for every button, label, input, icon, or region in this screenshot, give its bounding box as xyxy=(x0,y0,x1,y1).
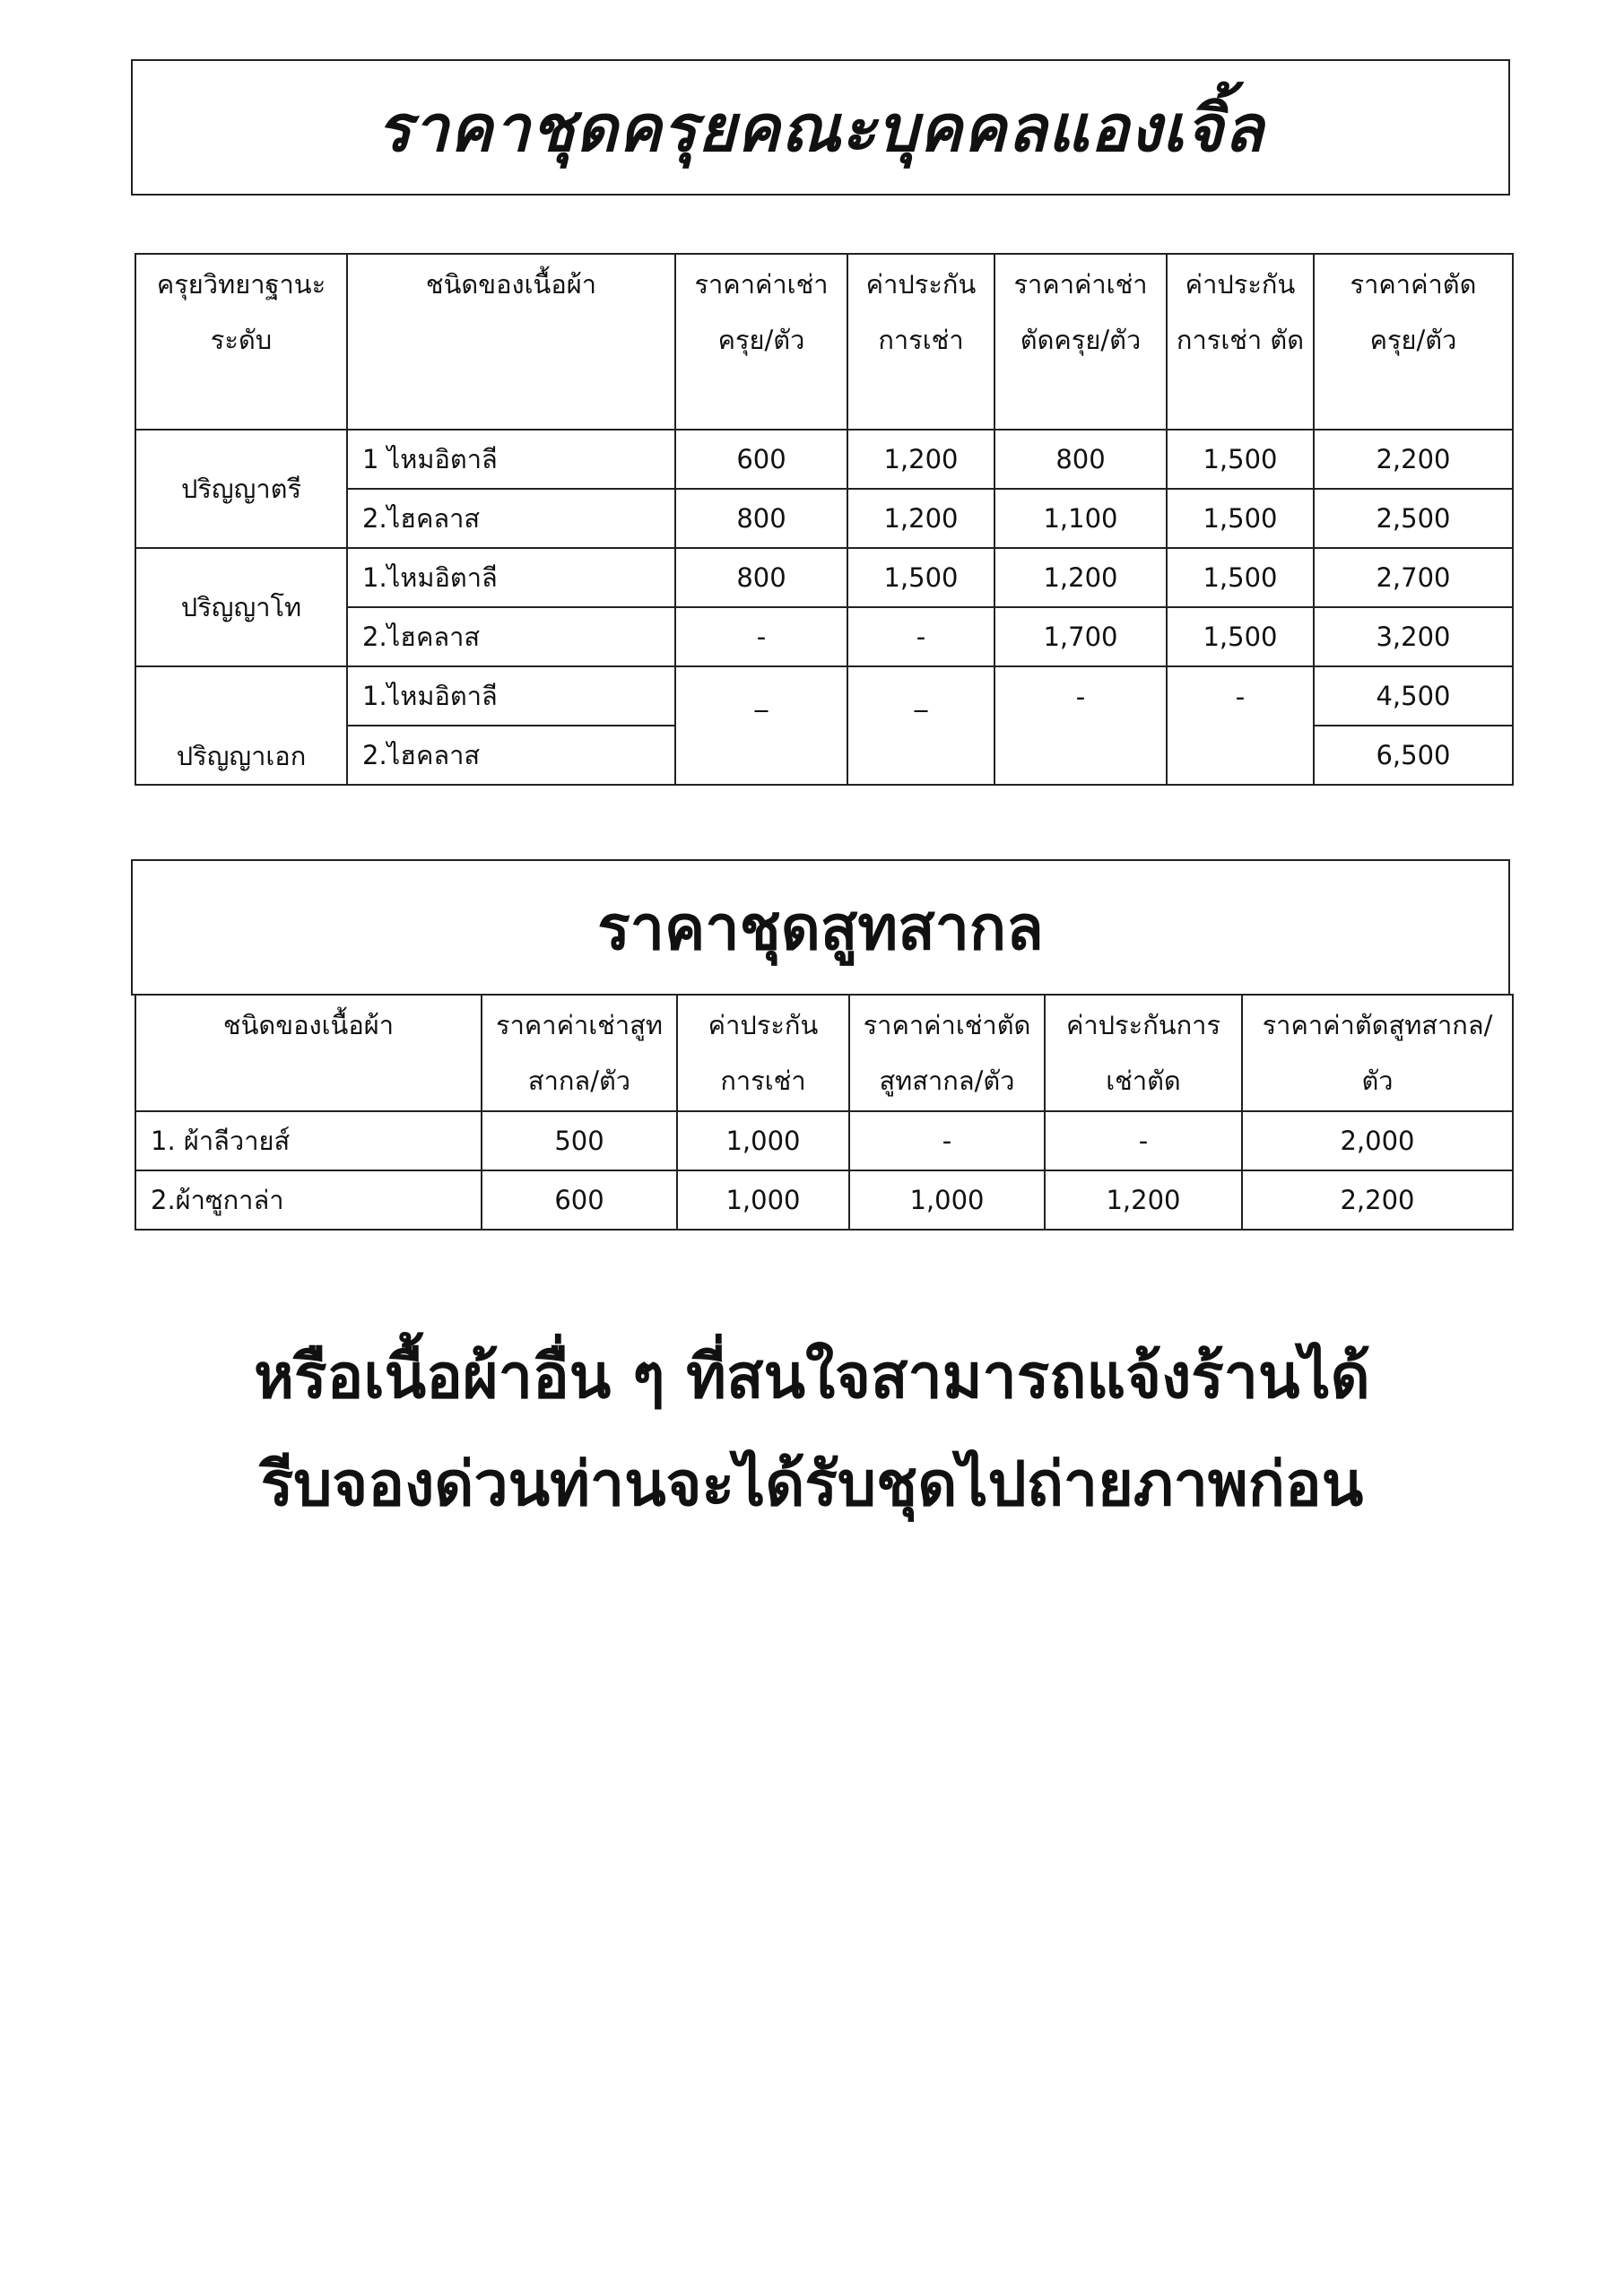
suit-tailored-rent-price-cell: 1,000 xyxy=(849,1170,1045,1230)
table-row xyxy=(135,666,1513,726)
rent-price-cell: 600 xyxy=(675,430,847,489)
header-level: ครุยวิทยาฐานะ ระดับ xyxy=(135,254,347,430)
header-fabric: ชนิดของเนื้อผ้า xyxy=(347,254,675,430)
gown-price-title: ราคาชุดครุยคณะบุคคลแองเจิ้ล xyxy=(377,90,1264,166)
suit-rent-deposit-cell: 1,000 xyxy=(677,1170,849,1230)
suit-tailored-rent-price-cell: - xyxy=(849,1111,1045,1170)
header-suit-rent-deposit: ค่าประกัน การเช่า xyxy=(677,995,849,1111)
rent-price-cell xyxy=(675,726,847,785)
suit-price-table xyxy=(135,994,1514,1231)
table-row xyxy=(135,1170,1513,1230)
suit-tailor-price-cell: 2,200 xyxy=(1242,1170,1513,1230)
tailored-rent-price-cell xyxy=(994,726,1167,785)
tailored-rent-deposit-cell: 1,500 xyxy=(1167,548,1314,607)
suit-tailored-rent-deposit-cell: - xyxy=(1045,1111,1242,1170)
rent-price-cell: _ xyxy=(675,666,847,726)
fabric-cell: 1.ไหมอิตาลี xyxy=(347,666,675,726)
suit-rent-deposit-cell: 1,000 xyxy=(677,1111,849,1170)
header-tailored-rent-deposit: ค่าประกัน การเช่า ตัด xyxy=(1167,254,1314,430)
fabric-cell: 1 ไหมอิตาลี xyxy=(347,430,675,489)
tailor-price-cell: 4,500 xyxy=(1314,666,1513,726)
level-master: ปริญญาโท xyxy=(135,548,347,666)
fabric-cell: 2.ไฮคลาส xyxy=(347,607,675,666)
level-doctorate: ปริญญาเอก xyxy=(135,666,347,785)
tailored-rent-deposit-cell: 1,500 xyxy=(1167,489,1314,548)
tailor-price-cell: 2,700 xyxy=(1314,548,1513,607)
header-suit-rent-price: ราคาค่าเช่าสูท สากล/ตัว xyxy=(482,995,677,1111)
table-row xyxy=(135,548,1513,607)
suit-header-row xyxy=(135,995,1513,1111)
footer-booking-note: รีบจองด่วนท่านจะได้รับชุดไปถ่ายภาพก่อน xyxy=(260,1449,1364,1520)
suit-rent-price-cell: 500 xyxy=(482,1111,677,1170)
header-tailor-price: ราคาค่าตัด ครุย/ตัว xyxy=(1314,254,1513,430)
rent-deposit-cell: 1,200 xyxy=(847,489,994,548)
tailor-price-cell: 3,200 xyxy=(1314,607,1513,666)
rent-deposit-cell: 1,200 xyxy=(847,430,994,489)
gown-header-row xyxy=(135,254,1513,430)
tailored-rent-deposit-cell: - xyxy=(1167,666,1314,726)
suit-tailor-price-cell: 2,000 xyxy=(1242,1111,1513,1170)
header-suit-tailored-rent-price: ราคาค่าเช่าตัด สูทสากล/ตัว xyxy=(849,995,1045,1111)
rent-deposit-cell xyxy=(847,726,994,785)
table-row xyxy=(135,430,1513,489)
header-suit-tailor-price: ราคาค่าตัดสูทสากล/ ตัว xyxy=(1242,995,1513,1111)
header-fabric: ชนิดของเนื้อผ้า xyxy=(135,995,482,1111)
suit-tailored-rent-deposit-cell: 1,200 xyxy=(1045,1170,1242,1230)
footer-other-fabrics-note: หรือเนื้อผ้าอื่น ๆ ที่สนใจสามารถแจ้งร้านได้ xyxy=(254,1342,1370,1413)
fabric-cell: 2.ไฮคลาส xyxy=(347,489,675,548)
table-row xyxy=(135,1111,1513,1170)
tailored-rent-price-cell: - xyxy=(994,666,1167,726)
fabric-cell: 2.ไฮคลาส xyxy=(347,726,675,785)
fabric-cell: 1.ไหมอิตาลี xyxy=(347,548,675,607)
tailored-rent-price-cell: 1,100 xyxy=(994,489,1167,548)
tailored-rent-deposit-cell: 1,500 xyxy=(1167,607,1314,666)
suit-rent-price-cell: 600 xyxy=(482,1170,677,1230)
rent-price-cell: - xyxy=(675,607,847,666)
tailor-price-cell: 2,200 xyxy=(1314,430,1513,489)
tailored-rent-price-cell: 1,200 xyxy=(994,548,1167,607)
gown-price-title-box xyxy=(131,59,1510,196)
rent-deposit-cell: _ xyxy=(847,666,994,726)
rent-deposit-cell: 1,500 xyxy=(847,548,994,607)
rent-deposit-cell: - xyxy=(847,607,994,666)
tailored-rent-price-cell: 800 xyxy=(994,430,1167,489)
suit-price-title: ราคาชุดสูทสากล xyxy=(597,893,1044,964)
header-rent-deposit: ค่าประกัน การเช่า xyxy=(847,254,994,430)
fabric-cell: 2.ผ้าซูกาล่า xyxy=(135,1170,482,1230)
tailor-price-cell: 6,500 xyxy=(1314,726,1513,785)
gown-price-table xyxy=(135,253,1514,786)
tailored-rent-price-cell: 1,700 xyxy=(994,607,1167,666)
tailor-price-cell: 2,500 xyxy=(1314,489,1513,548)
rent-price-cell: 800 xyxy=(675,489,847,548)
rent-price-cell: 800 xyxy=(675,548,847,607)
tailored-rent-deposit-cell: 1,500 xyxy=(1167,430,1314,489)
tailored-rent-deposit-cell xyxy=(1167,726,1314,785)
header-tailored-rent-price: ราคาค่าเช่า ตัดครุย/ตัว xyxy=(994,254,1167,430)
header-suit-tailored-rent-deposit: ค่าประกันการ เช่าตัด xyxy=(1045,995,1242,1111)
fabric-cell: 1. ผ้าลีวายส์ xyxy=(135,1111,482,1170)
suit-price-title-box xyxy=(131,859,1510,996)
header-rent-price: ราคาค่าเช่า ครุย/ตัว xyxy=(675,254,847,430)
level-bachelor: ปริญญาตรี xyxy=(135,430,347,548)
